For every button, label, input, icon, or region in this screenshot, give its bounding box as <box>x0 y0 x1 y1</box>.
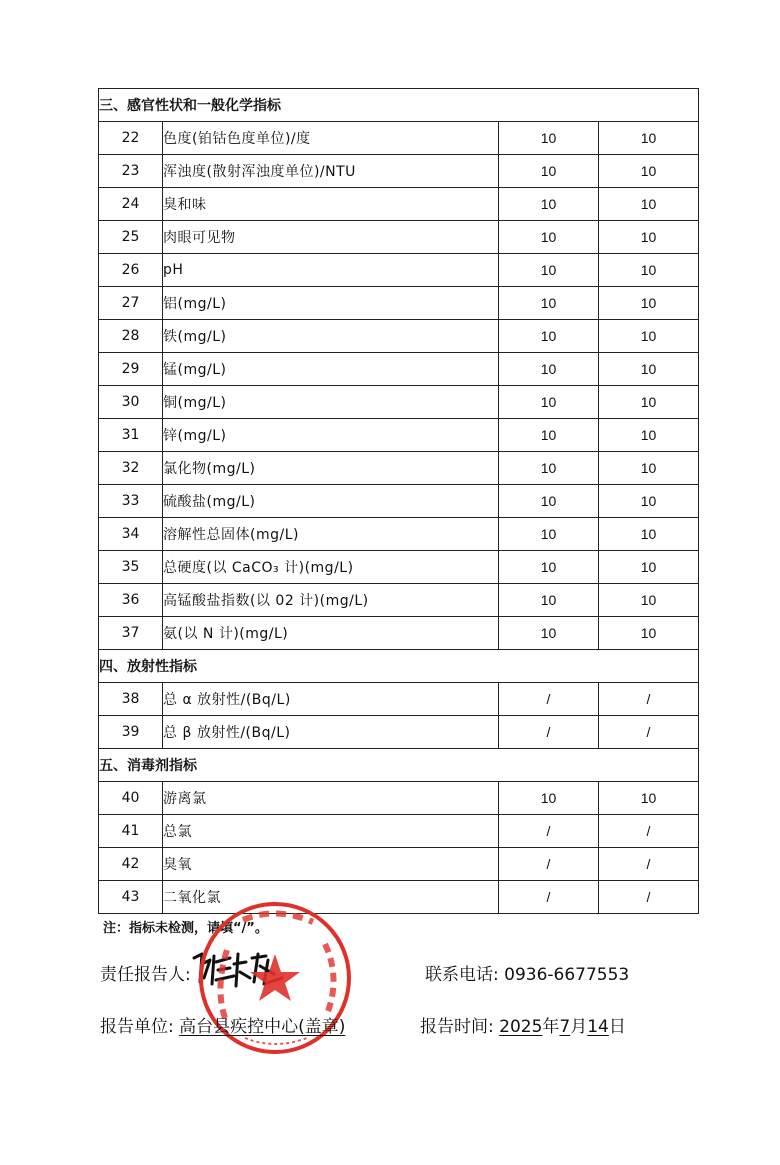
date-day: 14 <box>587 1017 609 1037</box>
responsible-label: 责任报告人: <box>100 965 191 985</box>
row-number: 36 <box>99 584 163 617</box>
date-day-unit: 日 <box>608 1017 626 1037</box>
row-item: 总 β 放射性/(Bq/L) <box>163 716 499 749</box>
time-label: 报告时间: <box>420 1017 494 1037</box>
row-number: 37 <box>99 617 163 650</box>
row-value-a: 10 <box>499 122 599 155</box>
row-number: 28 <box>99 320 163 353</box>
row-value-b: 10 <box>599 419 699 452</box>
indicator-table <box>98 88 699 914</box>
table-row <box>99 320 699 353</box>
row-value-b: 10 <box>599 617 699 650</box>
table-row <box>99 386 699 419</box>
row-item: 臭氧 <box>163 848 499 881</box>
row-number: 30 <box>99 386 163 419</box>
row-value-a: / <box>499 683 599 716</box>
section-header-row <box>99 749 699 782</box>
row-value-b: 10 <box>599 188 699 221</box>
row-number: 25 <box>99 221 163 254</box>
note-text: 注：指标未检测，请填“/”。 <box>103 921 268 936</box>
section-header-row <box>99 89 699 122</box>
row-value-a: 10 <box>499 155 599 188</box>
table-row <box>99 683 699 716</box>
row-value-a: 10 <box>499 221 599 254</box>
report-date <box>420 1012 626 1037</box>
row-item: 氯化物(mg/L) <box>163 452 499 485</box>
row-item: 肉眼可见物 <box>163 221 499 254</box>
row-number: 35 <box>99 551 163 584</box>
date-year: 2025 <box>499 1017 543 1037</box>
table-row <box>99 155 699 188</box>
table-row <box>99 617 699 650</box>
row-item: pH <box>163 254 499 287</box>
date-month-unit: 月 <box>570 1017 588 1037</box>
section-header-row <box>99 650 699 683</box>
table-row <box>99 815 699 848</box>
row-item: 浑浊度(散射浑浊度单位)/NTU <box>163 155 499 188</box>
section-title: 四、放射性指标 <box>99 650 699 683</box>
row-value-a: 10 <box>499 254 599 287</box>
table-row <box>99 188 699 221</box>
table-row <box>99 485 699 518</box>
table-row <box>99 122 699 155</box>
row-item: 臭和味 <box>163 188 499 221</box>
row-item: 总 α 放射性/(Bq/L) <box>163 683 499 716</box>
row-item: 总硬度(以 CaCO₃ 计)(mg/L) <box>163 551 499 584</box>
row-value-b: 10 <box>599 155 699 188</box>
row-value-a: 10 <box>499 617 599 650</box>
row-number: 23 <box>99 155 163 188</box>
report-unit <box>100 1012 345 1037</box>
row-number: 42 <box>99 848 163 881</box>
row-number: 27 <box>99 287 163 320</box>
row-number: 32 <box>99 452 163 485</box>
row-value-b: 10 <box>599 254 699 287</box>
table-row <box>99 551 699 584</box>
row-value-b: 10 <box>599 320 699 353</box>
row-item: 铝(mg/L) <box>163 287 499 320</box>
row-value-b: 10 <box>599 485 699 518</box>
row-value-a: 10 <box>499 452 599 485</box>
row-value-b: / <box>599 716 699 749</box>
row-value-b: 10 <box>599 122 699 155</box>
row-value-a: 10 <box>499 485 599 518</box>
row-value-a: 10 <box>499 386 599 419</box>
row-item: 铁(mg/L) <box>163 320 499 353</box>
section-title: 三、感官性状和一般化学指标 <box>99 89 699 122</box>
row-value-b: 10 <box>599 287 699 320</box>
row-value-b: / <box>599 881 699 914</box>
row-number: 22 <box>99 122 163 155</box>
row-item: 色度(铂钴色度单位)/度 <box>163 122 499 155</box>
row-item: 氨(以 N 计)(mg/L) <box>163 617 499 650</box>
row-value-b: 10 <box>599 452 699 485</box>
row-number: 33 <box>99 485 163 518</box>
table-row <box>99 584 699 617</box>
row-item: 锰(mg/L) <box>163 353 499 386</box>
row-value-b: 10 <box>599 584 699 617</box>
row-value-b: 10 <box>599 782 699 815</box>
row-item: 游离氯 <box>163 782 499 815</box>
date-month: 7 <box>559 1017 571 1037</box>
row-value-a: 10 <box>499 782 599 815</box>
table-row <box>99 254 699 287</box>
row-item: 高锰酸盐指数(以 02 计)(mg/L) <box>163 584 499 617</box>
table-row <box>99 221 699 254</box>
row-value-b: 10 <box>599 518 699 551</box>
unit-label: 报告单位: <box>100 1017 174 1037</box>
row-item: 锌(mg/L) <box>163 419 499 452</box>
row-item: 二氧化氯 <box>163 881 499 914</box>
table-row <box>99 353 699 386</box>
table-row <box>99 287 699 320</box>
row-number: 43 <box>99 881 163 914</box>
row-number: 26 <box>99 254 163 287</box>
row-value-a: 10 <box>499 353 599 386</box>
table-row <box>99 848 699 881</box>
row-value-a: 10 <box>499 320 599 353</box>
row-number: 24 <box>99 188 163 221</box>
row-value-a: 10 <box>499 518 599 551</box>
row-value-b: / <box>599 683 699 716</box>
row-item: 溶解性总固体(mg/L) <box>163 518 499 551</box>
row-number: 29 <box>99 353 163 386</box>
row-value-a: 10 <box>499 419 599 452</box>
table-row <box>99 518 699 551</box>
row-value-a: / <box>499 881 599 914</box>
table-row <box>99 881 699 914</box>
table-row <box>99 782 699 815</box>
row-value-b: 10 <box>599 221 699 254</box>
row-number: 41 <box>99 815 163 848</box>
row-value-a: 10 <box>499 551 599 584</box>
row-number: 40 <box>99 782 163 815</box>
contact-phone <box>425 960 629 985</box>
row-number: 31 <box>99 419 163 452</box>
row-value-a: / <box>499 815 599 848</box>
table-row <box>99 452 699 485</box>
row-value-a: 10 <box>499 188 599 221</box>
row-value-b: / <box>599 815 699 848</box>
row-value-a: 10 <box>499 584 599 617</box>
phone-label: 联系电话: <box>425 965 499 985</box>
row-value-a: 10 <box>499 287 599 320</box>
row-number: 38 <box>99 683 163 716</box>
section-title: 五、消毒剂指标 <box>99 749 699 782</box>
row-number: 34 <box>99 518 163 551</box>
row-value-b: 10 <box>599 386 699 419</box>
unit-name: 高台县疾控中心(盖章) <box>179 1017 346 1037</box>
row-value-b: 10 <box>599 353 699 386</box>
row-number: 39 <box>99 716 163 749</box>
date-year-unit: 年 <box>542 1017 560 1037</box>
row-value-b: / <box>599 848 699 881</box>
row-item: 铜(mg/L) <box>163 386 499 419</box>
phone-number: 0936-6677553 <box>504 965 630 985</box>
row-item: 硫酸盐(mg/L) <box>163 485 499 518</box>
row-value-b: 10 <box>599 551 699 584</box>
row-value-a: / <box>499 848 599 881</box>
row-item: 总氯 <box>163 815 499 848</box>
table-row <box>99 419 699 452</box>
table-row <box>99 716 699 749</box>
row-value-a: / <box>499 716 599 749</box>
